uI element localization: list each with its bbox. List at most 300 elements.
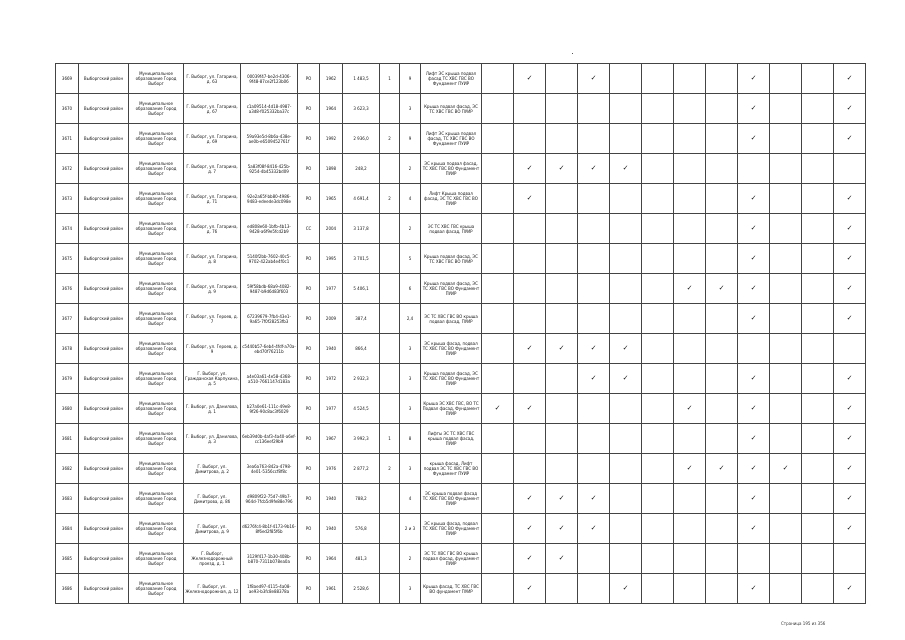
check-mark-cell: ✓ [514,154,546,184]
empty-mark-cell [642,334,674,364]
check-mark-cell: ✓ [514,64,546,94]
empty-mark-cell [578,304,610,334]
empty-mark-cell [578,94,610,124]
district-cell: Выборгский район [79,214,129,244]
table-row [56,364,866,394]
address-cell: Г. Выборг, ул. Гагарина, д. 8 [184,244,241,274]
municipality-cell: Муниципальное образование Город Выборг [129,124,184,154]
table-row [56,154,866,184]
check-mark-cell: ✓ [738,184,770,214]
row-number-cell: 3672 [56,154,79,184]
empty-mark-cell [770,544,802,574]
table-row [56,214,866,244]
check-mark-cell: ✓ [514,544,546,574]
management-form-cell: РО [298,544,320,574]
district-cell: Выборгский район [79,394,129,424]
guid-cell: 59f58bdb-68a9-4082-9487-b9d6d83f603 [241,274,298,304]
address-cell: Г. Выборг, ул. Гагарина, д. 71 [184,184,241,214]
check-mark-cell: ✓ [610,334,642,364]
guid-cell: 00039f47-be2d-4306-9f48-87ce2f123b06 [241,64,298,94]
works-list-cell: ЭС ТС ХВС ГВС крыша подвал фасад, ПУИР [421,214,482,244]
empty-mark-cell [482,274,514,304]
management-form-cell: РО [298,394,320,424]
empty-mark-cell [802,244,834,274]
empty-mark-cell [770,124,802,154]
empty-mark-cell [802,154,834,184]
year-cell: 1992 [320,124,343,154]
management-form-cell: РО [298,94,320,124]
table-row [56,394,866,424]
empty-mark-cell [706,64,738,94]
guid-cell: b27a0e61-111c-49e8-9f26-90c8ac3f6029 [241,394,298,424]
empty-mark-cell [610,274,642,304]
housing-registry-table [55,63,866,604]
check-mark-cell: ✓ [578,364,610,394]
year-cell: 1964 [320,544,343,574]
empty-mark-cell [482,154,514,184]
empty-mark-cell [802,64,834,94]
check-mark-cell: ✓ [738,214,770,244]
entrances-cell: 2 [400,214,421,244]
table-row [56,484,866,514]
check-mark-cell: ✓ [738,394,770,424]
empty-mark-cell [482,184,514,214]
empty-mark-cell [802,304,834,334]
year-cell: 1940 [320,514,343,544]
elevators-cell: 2 [380,124,400,154]
table-row [56,124,866,154]
page-number: Страница 195 из 356 [781,621,826,626]
elevators-cell: 1 [380,64,400,94]
guid-cell: 3129f417-1b30-408b-b870-7311b078ea0a [241,544,298,574]
empty-mark-cell [834,544,866,574]
empty-mark-cell [770,364,802,394]
check-mark-cell: ✓ [738,244,770,274]
check-mark-cell: ✓ [770,454,802,484]
empty-mark-cell [482,424,514,454]
empty-mark-cell [706,184,738,214]
empty-mark-cell [514,214,546,244]
year-cell: 1967 [320,424,343,454]
empty-mark-cell [578,424,610,454]
empty-mark-cell [546,124,578,154]
year-cell: 1976 [320,454,343,484]
empty-mark-cell [674,364,706,394]
elevators-cell: 1 [380,424,400,454]
year-cell: 1961 [320,574,343,604]
empty-mark-cell [482,124,514,154]
empty-mark-cell [578,274,610,304]
empty-mark-cell [802,364,834,394]
empty-mark-cell [706,94,738,124]
empty-mark-cell [706,544,738,574]
empty-mark-cell [802,214,834,244]
management-form-cell: РО [298,364,320,394]
guid-cell: d6276fc4-8b1f-4173-9b16-8f6ed2f85f6b [241,514,298,544]
empty-mark-cell [642,184,674,214]
empty-mark-cell [546,244,578,274]
empty-mark-cell [674,544,706,574]
empty-mark-cell [642,364,674,394]
empty-mark-cell [514,454,546,484]
elevators-cell [380,544,400,574]
year-cell: 1972 [320,364,343,394]
elevators-cell: 2 [380,454,400,484]
check-mark-cell: ✓ [834,184,866,214]
row-number-cell: 3677 [56,304,79,334]
municipality-cell: Муниципальное образование Город Выборг [129,424,184,454]
empty-mark-cell [642,454,674,484]
management-form-cell: РО [298,184,320,214]
empty-mark-cell [482,364,514,394]
check-mark-cell: ✓ [706,274,738,304]
address-cell: Г. Выборг, ул. Данилова, д. 1 [184,394,241,424]
empty-mark-cell [610,514,642,544]
empty-mark-cell [610,304,642,334]
area-cell: 2 932,3 [343,364,380,394]
district-cell: Выборгский район [79,64,129,94]
empty-mark-cell [514,124,546,154]
empty-mark-cell [482,484,514,514]
empty-mark-cell [514,364,546,394]
check-mark-cell: ✓ [578,64,610,94]
empty-mark-cell [642,274,674,304]
guid-cell: 92e2a65f-bb80-4986-9483-edeede3dc098e [241,184,298,214]
works-list-cell: Лифты ЭС ТС ХВС ГВС крыша подвал фасад, ПУИР [421,424,482,454]
empty-mark-cell [770,64,802,94]
empty-mark-cell [546,64,578,94]
area-cell: 4 691,4 [343,184,380,214]
elevators-cell [380,394,400,424]
address-cell: Г. Выборг, ул. Гагарина, д. 7 [184,154,241,184]
empty-mark-cell [802,274,834,304]
empty-mark-cell [706,334,738,364]
empty-mark-cell [802,334,834,364]
table-row [56,64,866,94]
empty-mark-cell [482,514,514,544]
entrances-cell: 3 [400,364,421,394]
check-mark-cell: ✓ [514,184,546,214]
year-cell: 1962 [320,64,343,94]
empty-mark-cell [482,454,514,484]
municipality-cell: Муниципальное образование Город Выборг [129,364,184,394]
area-cell: 1 483,5 [343,64,380,94]
entrances-cell: 2 [400,154,421,184]
empty-mark-cell [770,304,802,334]
row-number-cell: 3685 [56,544,79,574]
check-mark-cell: ✓ [834,364,866,394]
empty-mark-cell [578,394,610,424]
elevators-cell [380,334,400,364]
district-cell: Выборгский район [79,484,129,514]
empty-mark-cell [546,574,578,604]
empty-mark-cell [610,544,642,574]
check-mark-cell: ✓ [514,394,546,424]
check-mark-cell: ✓ [546,514,578,544]
check-mark-cell: ✓ [738,274,770,304]
guid-cell: 5a83f08f-8416-425b-9254-4b45332bd09 [241,154,298,184]
check-mark-cell: ✓ [834,454,866,484]
check-mark-cell: ✓ [834,214,866,244]
check-mark-cell: ✓ [578,514,610,544]
empty-mark-cell [706,484,738,514]
empty-mark-cell [642,214,674,244]
district-cell: Выборгский район [79,124,129,154]
guid-cell: c5440b57-6eb4-4fdf-a70a-ebd70f76211b [241,334,298,364]
check-mark-cell: ✓ [674,394,706,424]
empty-mark-cell [642,94,674,124]
check-mark-cell: ✓ [738,514,770,544]
empty-mark-cell [642,514,674,544]
elevators-cell [380,244,400,274]
entrances-cell: 8 [400,424,421,454]
entrances-cell: 3 [400,394,421,424]
entrances-cell: 2 [400,544,421,574]
empty-mark-cell [642,484,674,514]
empty-mark-cell [674,64,706,94]
empty-mark-cell [802,94,834,124]
works-list-cell: Лифт ЭС крыша подвал фасад, ТС ХВС ГВС ВО Фундамент ПУИР [421,124,482,154]
elevators-cell [380,94,400,124]
row-number-cell: 3676 [56,274,79,304]
table-row [56,544,866,574]
empty-mark-cell [770,94,802,124]
empty-mark-cell [738,154,770,184]
row-number-cell: 3673 [56,184,79,214]
area-cell: 576,8 [343,514,380,544]
check-mark-cell: ✓ [738,304,770,334]
elevators-cell: 2 [380,184,400,214]
works-list-cell: Крыша подвал фасад, ЭС ТС ХВС ГВС ВО ПУИР [421,94,482,124]
table-row [56,454,866,484]
management-form-cell: РО [298,244,320,274]
check-mark-cell: ✓ [482,394,514,424]
management-form-cell: РО [298,64,320,94]
year-cell: 1995 [320,244,343,274]
management-form-cell: РО [298,424,320,454]
entrances-cell: 5 [400,244,421,274]
management-form-cell: СС [298,214,320,244]
table-row [56,184,866,214]
row-number-cell: 3678 [56,334,79,364]
table-row [56,424,866,454]
empty-mark-cell [834,334,866,364]
table-row [56,274,866,304]
empty-mark-cell [770,274,802,304]
row-number-cell: 3683 [56,484,79,514]
check-mark-cell: ✓ [706,454,738,484]
table-row [56,244,866,274]
works-list-cell: Крыша ЭС ХВС ГВС, ВО ТС Подвал фасад, Фундамент ПУИР [421,394,482,424]
municipality-cell: Муниципальное образование Город Выборг [129,394,184,424]
empty-mark-cell [610,64,642,94]
empty-mark-cell [802,394,834,424]
guid-cell: a4e03a61-4e58-4368-a510-7661147d183a [241,364,298,394]
row-number-cell: 3681 [56,424,79,454]
district-cell: Выборгский район [79,274,129,304]
district-cell: Выборгский район [79,184,129,214]
municipality-cell: Муниципальное образование Город Выборг [129,214,184,244]
empty-mark-cell [706,124,738,154]
empty-mark-cell [642,394,674,424]
empty-mark-cell [770,154,802,184]
check-mark-cell: ✓ [738,64,770,94]
empty-mark-cell [578,544,610,574]
empty-mark-cell [706,214,738,244]
check-mark-cell: ✓ [834,64,866,94]
empty-mark-cell [642,304,674,334]
year-cell: 2009 [320,304,343,334]
address-cell: Г. Выборг, ул. Героев, д. 9 [184,334,241,364]
area-cell: 4 524,5 [343,394,380,424]
empty-mark-cell [642,574,674,604]
empty-mark-cell [674,184,706,214]
area-cell: 2 877,2 [343,454,380,484]
works-list-cell: Лифт Крыша подвал фасад, ЭС ТС ХВС ГВС ВО ПУИР [421,184,482,214]
address-cell: Г. Выборг, ул. Гагарина, д. 76 [184,214,241,244]
elevators-cell [380,514,400,544]
guid-cell: ed808e60-1bfb-4b13-9428-a6f9e5fcd2b9 [241,214,298,244]
municipality-cell: Муниципальное образование Город Выборг [129,304,184,334]
district-cell: Выборгский район [79,244,129,274]
check-mark-cell: ✓ [738,94,770,124]
empty-mark-cell [738,334,770,364]
row-number-cell: 3670 [56,94,79,124]
check-mark-cell: ✓ [834,484,866,514]
scan-speck [572,53,573,54]
empty-mark-cell [674,214,706,244]
empty-mark-cell [770,184,802,214]
empty-mark-cell [674,334,706,364]
empty-mark-cell [610,124,642,154]
empty-mark-cell [482,304,514,334]
area-cell: 788,2 [343,484,380,514]
row-number-cell: 3680 [56,394,79,424]
guid-cell: 6eb39d0b-4af3-4a40-a6ef-cc136eef29b9 [241,424,298,454]
management-form-cell: РО [298,334,320,364]
district-cell: Выборгский район [79,94,129,124]
guid-cell: 5140f2bb-7602-40c5-9702-422ab4e4f0c1 [241,244,298,274]
table-row [56,94,866,124]
empty-mark-cell [802,124,834,154]
entrances-cell: 6 [400,274,421,304]
entrances-cell: 2,4 [400,304,421,334]
empty-mark-cell [546,184,578,214]
check-mark-cell: ✓ [738,484,770,514]
address-cell: Г. Выборг, ул. Гражданская Карпухина, д. 5 [184,364,241,394]
works-list-cell: ЭС ТС ХВС ГВС ВО крыша подвал фасад, фундамент ПУИР [421,544,482,574]
empty-mark-cell [674,574,706,604]
year-cell: 1940 [320,334,343,364]
guid-cell: 67239679-7fb4-43e1-9a65-7f0f28253fb3 [241,304,298,334]
year-cell: 2004 [320,214,343,244]
entrances-cell: 4 [400,484,421,514]
entrances-cell: 3 [400,94,421,124]
check-mark-cell: ✓ [674,274,706,304]
entrances-cell: 2 и 3 [400,514,421,544]
empty-mark-cell [610,214,642,244]
empty-mark-cell [642,424,674,454]
empty-mark-cell [546,304,578,334]
works-list-cell: ЭС крыша подвал фасад, ТС ХВС ГВС ВО Фундамент ПУИР [421,154,482,184]
check-mark-cell: ✓ [738,454,770,484]
empty-mark-cell [546,394,578,424]
management-form-cell: РО [298,514,320,544]
year-cell: 1964 [320,94,343,124]
address-cell: Г. Выборг, ул. Димитрова, д. 9 [184,514,241,544]
empty-mark-cell [642,544,674,574]
empty-mark-cell [642,64,674,94]
empty-mark-cell [642,244,674,274]
empty-mark-cell [802,454,834,484]
municipality-cell: Муниципальное образование Город Выборг [129,454,184,484]
guid-cell: 1f8aed97-4115-4a08-ae93-b3fc8e88378a [241,574,298,604]
empty-mark-cell [802,574,834,604]
check-mark-cell: ✓ [546,484,578,514]
check-mark-cell: ✓ [834,274,866,304]
address-cell: Г. Выборг, Железнодорожный проезд, д. 1 [184,544,241,574]
municipality-cell: Муниципальное образование Город Выборг [129,64,184,94]
empty-mark-cell [546,94,578,124]
check-mark-cell: ✓ [834,394,866,424]
empty-mark-cell [674,484,706,514]
check-mark-cell: ✓ [578,484,610,514]
table-row [56,334,866,364]
empty-mark-cell [770,424,802,454]
district-cell: Выборгский район [79,334,129,364]
district-cell: Выборгский район [79,424,129,454]
entrances-cell: 3 [400,454,421,484]
elevators-cell [380,214,400,244]
check-mark-cell: ✓ [578,154,610,184]
empty-mark-cell [482,64,514,94]
municipality-cell: Муниципальное образование Город Выборг [129,514,184,544]
area-cell: 2 528,6 [343,574,380,604]
row-number-cell: 3674 [56,214,79,244]
check-mark-cell: ✓ [834,514,866,544]
check-mark-cell: ✓ [834,574,866,604]
check-mark-cell: ✓ [834,94,866,124]
management-form-cell: РО [298,304,320,334]
address-cell: Г. Выборг, ул. Гагарина, д. 9 [184,274,241,304]
empty-mark-cell [770,394,802,424]
works-list-cell: Крыша подвал фасад, ЭС ТС ХВС ГВС ВО Фундамент ПУИР [421,274,482,304]
empty-mark-cell [802,514,834,544]
table-body [56,64,866,604]
district-cell: Выборгский район [79,574,129,604]
empty-mark-cell [706,514,738,544]
entrances-cell: 4 [400,184,421,214]
empty-mark-cell [578,184,610,214]
year-cell: 1965 [320,184,343,214]
check-mark-cell: ✓ [834,424,866,454]
area-cell: 866,4 [343,334,380,364]
district-cell: Выборгский район [79,304,129,334]
address-cell: Г. Выборг, ул. Героев, д. 7 [184,304,241,334]
empty-mark-cell [482,244,514,274]
check-mark-cell: ✓ [738,364,770,394]
area-cell: 248,2 [343,154,380,184]
empty-mark-cell [770,484,802,514]
municipality-cell: Муниципальное образование Город Выборг [129,484,184,514]
check-mark-cell: ✓ [514,514,546,544]
check-mark-cell: ✓ [610,154,642,184]
guid-cell: 59a93e5d-8b6a-438e-ae0b-e6509452761f [241,124,298,154]
management-form-cell: РО [298,574,320,604]
row-number-cell: 3686 [56,574,79,604]
check-mark-cell: ✓ [514,334,546,364]
empty-mark-cell [610,94,642,124]
